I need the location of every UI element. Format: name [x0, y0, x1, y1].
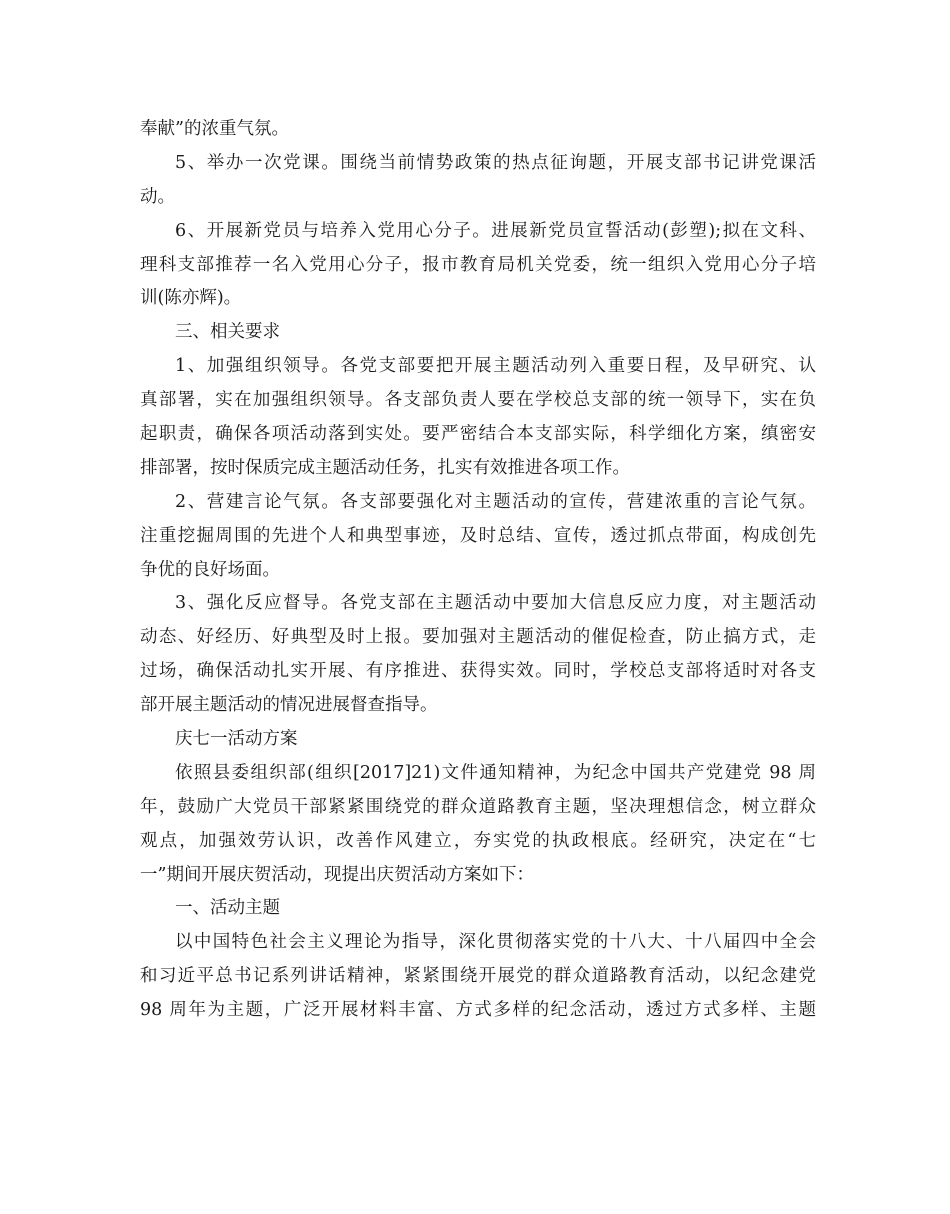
- text-line: 6、开展新党员与培养入党用心分子。进展新党员宣誓活动(彭塑);拟在文科、: [175, 220, 816, 241]
- text-line: 争优的良好场面。: [140, 559, 280, 580]
- text-line: 3、强化反应督导。各党支部在主题活动中要加大信息反应力度，对主题活动: [175, 593, 816, 614]
- text-line: 排部署，按时保质完成主题活动任务，扎实有效推进各项工作。: [140, 457, 630, 478]
- text-line: 98 周年为主题，广泛开展材料丰富、方式多样的纪念活动，透过方式多样、主题: [140, 1000, 816, 1021]
- text-line: 年，鼓励广大党员干部紧紧围绕党的群众道路教育主题，坚决理想信念，树立群众: [140, 796, 816, 817]
- text-line: 动。: [140, 186, 175, 207]
- text-line: 训(陈亦辉)。: [140, 288, 242, 309]
- text-line: 和习近平总书记系列讲话精神，紧紧围绕开展党的群众道路教育活动，以纪念建党: [140, 966, 816, 987]
- text-line: 动态、好经历、好典型及时上报。要加强对主题活动的催促检查，防止搞方式，走: [140, 627, 816, 648]
- text-line: 起职责，确保各项活动落到实处。要严密结合本支部实际，科学细化方案，缜密安: [140, 424, 816, 445]
- text-line: 过场，确保活动扎实开展、有序推进、获得实效。同时，学校总支部将适时对各支: [140, 661, 816, 682]
- text-line: 依照县委组织部(组织[2017]21)文件通知精神，为纪念中国共产党建党 98 周: [175, 762, 816, 783]
- text-line: 三、相关要求: [175, 322, 280, 343]
- text-line: 奉献”的浓重气氛。: [140, 119, 289, 139]
- text-line: 庆七一活动方案: [175, 729, 298, 750]
- document-body: [140, 113, 816, 1028]
- text-line: 真部署，实在加强组织领导。各支部负责人要在学校总支部的统一领导下，实在负: [140, 390, 816, 411]
- text-line: 一”期间开展庆贺活动，现提出庆贺活动方案如下：: [140, 864, 534, 885]
- text-line: 1、加强组织领导。各党支部要把开展主题活动列入重要日程，及早研究、认: [175, 356, 816, 377]
- text-line: 部开展主题活动的情况进展督查指导。: [140, 695, 438, 716]
- text-line: 注重挖掘周围的先进个人和典型事迹，及时总结、宣传，透过抓点带面，构成创先: [140, 525, 816, 546]
- text-line: 以中国特色社会主义理论为指导，深化贯彻落实党的十八大、十八届四中全会: [175, 932, 816, 953]
- text-line: 观点，加强效劳认识，改善作风建立，夯实党的执政根底。经研究，决定在“七: [140, 830, 816, 851]
- text-line: 2、营建言论气氛。各支部要强化对主题活动的宣传，营建浓重的言论气氛。: [175, 491, 816, 512]
- text-line: 理科支部推荐一名入党用心分子，报市教育局机关党委，统一组织入党用心分子培: [140, 254, 816, 275]
- text-line: 5、举办一次党课。围绕当前情势政策的热点征询题，开展支部书记讲党课活: [175, 152, 816, 173]
- text-line: 一、活动主题: [175, 898, 280, 919]
